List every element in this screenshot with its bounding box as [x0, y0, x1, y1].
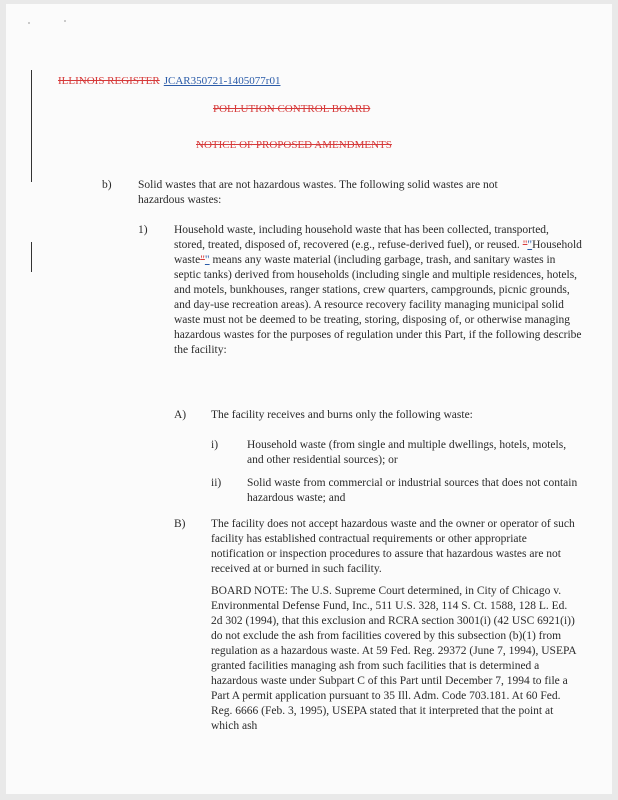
deleted-quote: "	[522, 239, 528, 251]
board-note: BOARD NOTE: The U.S. Supreme Court determined, in City of Chicago v. Environmental Defense Fund, Inc., 511 U.S. 328, 114 S. Ct. 1588, 128 L. Ed. 2d 302 (1994), that this exclusion and RCRA section 3001(i) (42 USC 6921(i)) do not exclude the ash from facilities covered by this subsection (b)(1) from regulation as a hazardous waste. At 59 Fed. Reg. 29372 (June 7, 1994), USEPA granted facilities managing ash from such facilities that is determined a hazardous waste under Subpart C of this Part until December 7, 1994 to file a Part A permit application pursuant to 35 Ill. Adm. Code 703.181. At 60 Fed. Reg. 6666 (Feb. 3, 1995), USEPA stated that it interpreted that the point at which ash	[211, 585, 576, 732]
section-b-text: Solid wastes that are not hazardous wastes. The following solid wastes are not hazardous wastes:	[138, 179, 498, 206]
register-id[interactable]: JCAR350721-1405077r01	[163, 75, 281, 87]
item-ii-label: ii)	[211, 477, 222, 489]
term-household-waste: Household waste	[174, 239, 582, 266]
item-B-text: The facility does not accept hazardous waste and the owner or operator of such facility has established contractual requirements or other appropriate notification or inspection procedures to assure that hazardous wastes are not received at or burned in such facility.	[211, 518, 575, 575]
board-title: POLLUTION CONTROL BOARD	[213, 103, 371, 115]
item-i-label: i)	[211, 439, 219, 451]
item-1-text-a: Household waste, including household waste that has been collected, transported, stored, treated, disposed of, recovered (e.g., refuse-derived fuel), or reused.	[174, 224, 549, 251]
item-ii-text: Solid waste from commercial or industrial sources that does not contain hazardous waste; and	[247, 477, 578, 504]
scan-speck	[28, 22, 30, 24]
item-1-label: 1)	[138, 224, 148, 236]
document-page	[6, 4, 612, 794]
item-B-label: B)	[174, 518, 186, 530]
deleted-quote: "	[200, 254, 205, 266]
change-bar	[31, 242, 32, 272]
scan-speck	[64, 20, 66, 22]
item-1-text	[174, 223, 582, 358]
notice-title: NOTICE OF PROPOSED AMENDMENTS	[196, 139, 392, 151]
register-header	[58, 74, 280, 88]
section-b-label: b)	[102, 179, 112, 191]
change-bar	[31, 70, 32, 182]
register-struck-text: ILLINOIS REGISTER	[58, 75, 160, 87]
item-i-text: Household waste (from single and multiple dwellings, hotels, motels, and other residential sources); or	[247, 439, 567, 466]
item-A-label: A)	[174, 409, 187, 421]
inserted-quote: "	[204, 254, 210, 266]
item-1-text-b: means any waste material (including garbage, trash, and sanitary wastes in septic tanks) derived from households (including single and multiple residences, hotels, and motels, bunkhouses, ranger stations, crew quarters, campgrounds, picnic grounds, and day-use recreation areas). A resource recovery facility managing municipal solid waste must not be deemed to be treating, storing, disposing of, or otherwise managing hazardous wastes for the purposes of regulation under this Part, if the following describe the facility:	[174, 254, 582, 356]
item-A-text: The facility receives and burns only the following waste:	[211, 409, 473, 421]
inserted-quote: "	[527, 239, 533, 251]
